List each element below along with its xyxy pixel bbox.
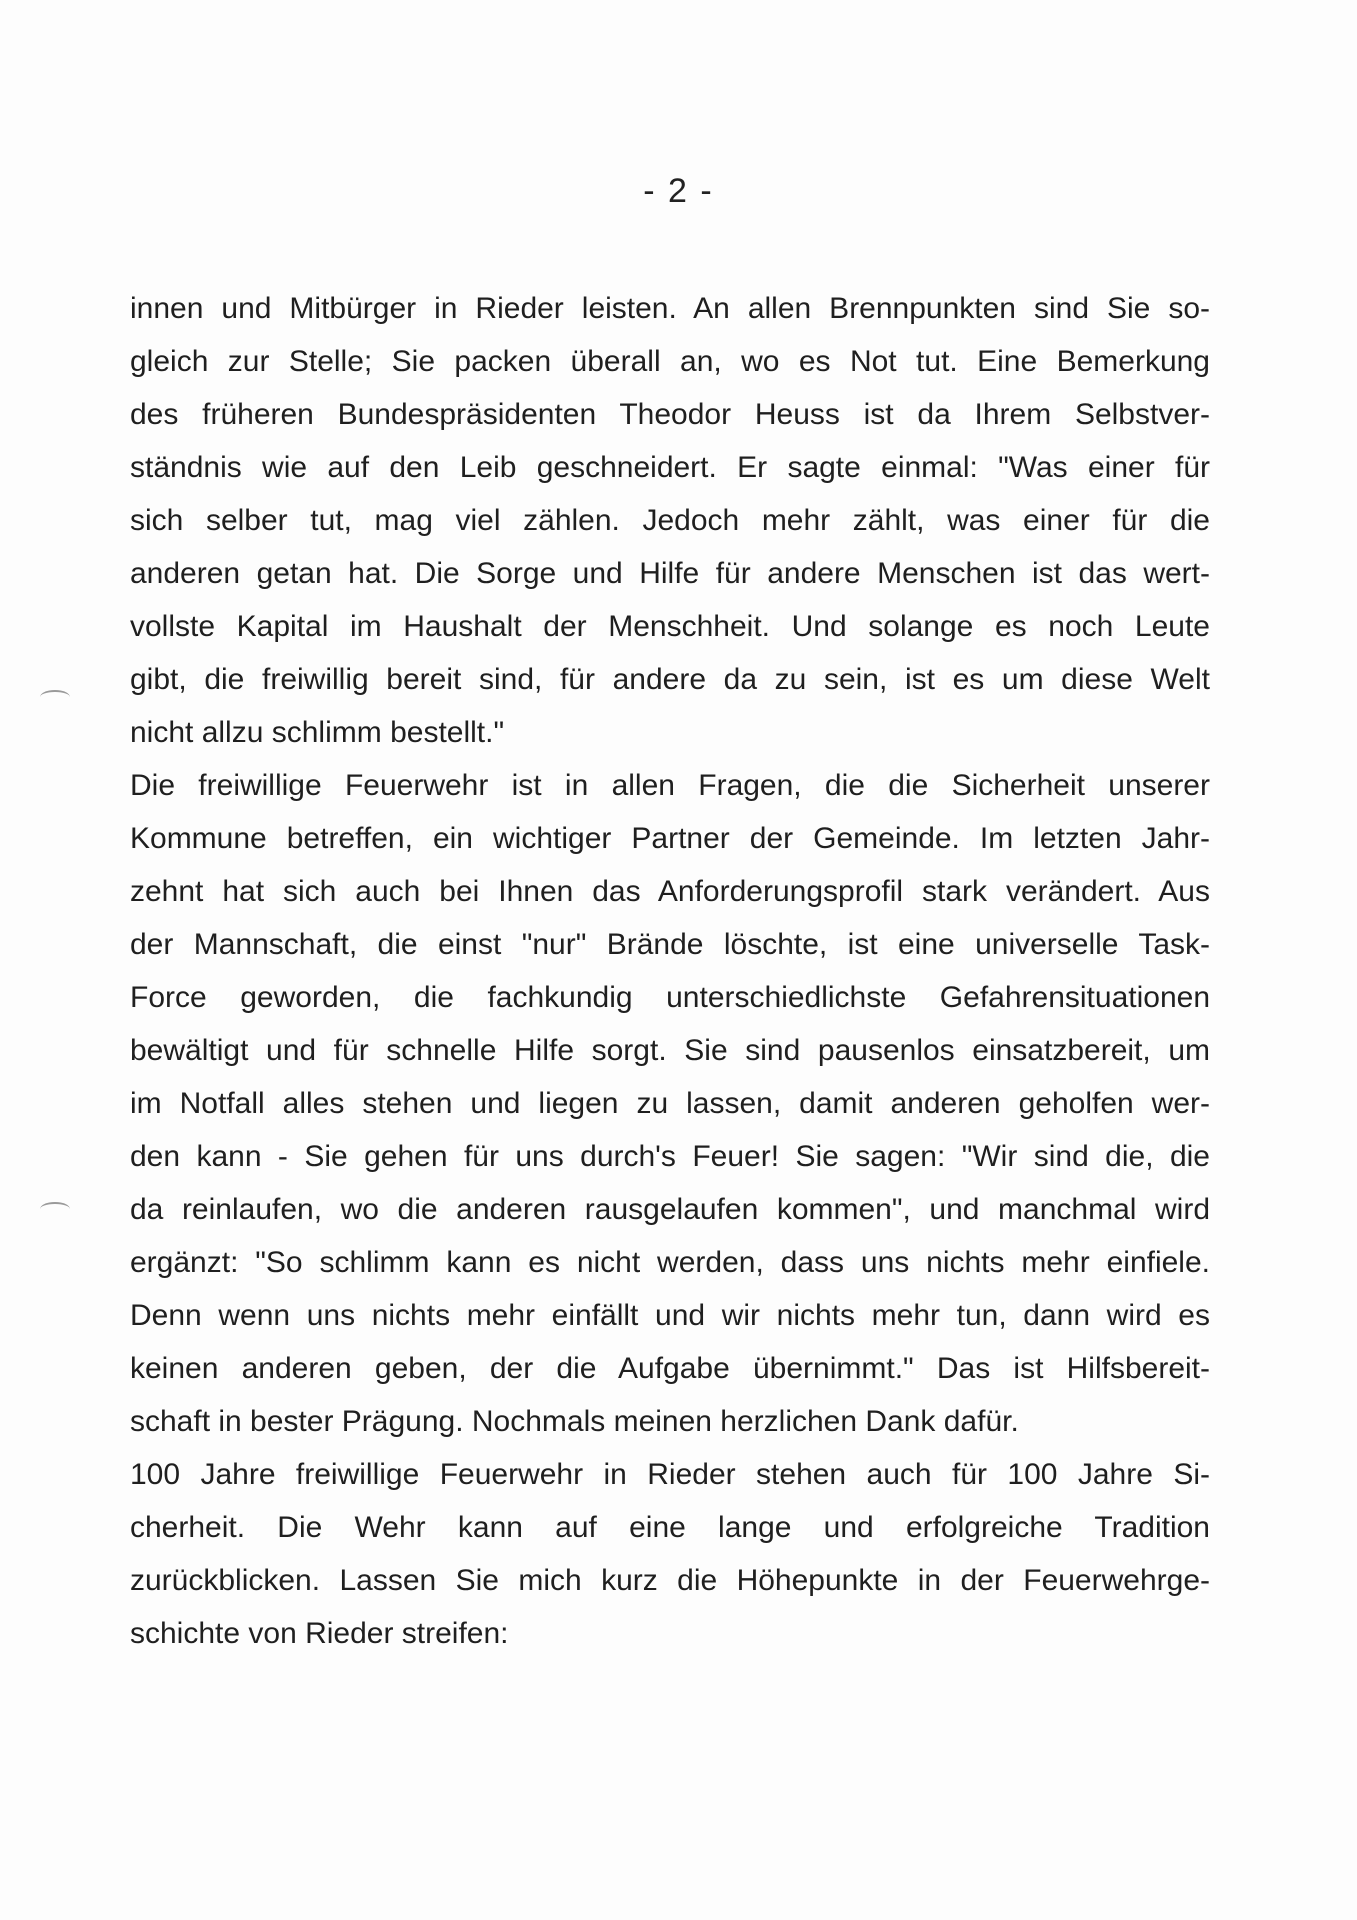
text-line: Die freiwillige Feuerwehr ist in allen Fragen, die die Sicherheit unserer	[130, 769, 1210, 802]
text-line: Denn wenn uns nichts mehr einfällt und wir nichts mehr tun, dann wird es	[130, 1299, 1210, 1332]
text-line: der Mannschaft, die einst "nur" Brände löschte, ist eine universelle Task-	[130, 928, 1210, 961]
text-line: des früheren Bundespräsidenten Theodor Heuss ist da Ihrem Selbstver-	[130, 398, 1210, 431]
punch-hole-mark	[40, 690, 70, 704]
text-line: da reinlaufen, wo die anderen rausgelaufen kommen", und manchmal wird	[130, 1193, 1210, 1226]
text-line: im Notfall alles stehen und liegen zu lassen, damit anderen geholfen wer-	[130, 1087, 1210, 1120]
text-line: gibt, die freiwillig bereit sind, für andere da zu sein, ist es um diese Welt	[130, 663, 1210, 696]
text-line: 100 Jahre freiwillige Feuerwehr in Rieder stehen auch für 100 Jahre Si-	[130, 1458, 1210, 1491]
text-line: schaft in bester Prägung. Nochmals meinen herzlichen Dank dafür.	[130, 1405, 1019, 1438]
text-line: sich selber tut, mag viel zählen. Jedoch mehr zählt, was einer für die	[130, 504, 1210, 537]
text-line: Force geworden, die fachkundig unterschiedlichste Gefahrensituationen	[130, 981, 1210, 1014]
text-line: den kann - Sie gehen für uns durch's Feuer! Sie sagen: "Wir sind die, die	[130, 1140, 1210, 1173]
text-line: ergänzt: "So schlimm kann es nicht werden, dass uns nichts mehr einfiele.	[130, 1246, 1210, 1279]
punch-hole-mark	[40, 1202, 70, 1216]
text-line: zehnt hat sich auch bei Ihnen das Anforderungsprofil stark verändert. Aus	[130, 875, 1210, 908]
text-line: schichte von Rieder streifen:	[130, 1617, 509, 1650]
text-line: gleich zur Stelle; Sie packen überall an, wo es Not tut. Eine Bemerkung	[130, 345, 1210, 378]
text-line: anderen getan hat. Die Sorge und Hilfe für andere Menschen ist das wert-	[130, 557, 1210, 590]
text-line: innen und Mitbürger in Rieder leisten. An allen Brennpunkten sind Sie so-	[130, 292, 1210, 325]
text-line: vollste Kapital im Haushalt der Menschheit. Und solange es noch Leute	[130, 610, 1210, 643]
text-line: zurückblicken. Lassen Sie mich kurz die Höhepunkte in der Feuerwehrge-	[130, 1564, 1210, 1597]
text-line: nicht allzu schlimm bestellt."	[130, 716, 505, 749]
text-line: Kommune betreffen, ein wichtiger Partner der Gemeinde. Im letzten Jahr-	[130, 822, 1210, 855]
text-line: keinen anderen geben, der die Aufgabe übernimmt." Das ist Hilfsbereit-	[130, 1352, 1210, 1385]
text-line: ständnis wie auf den Leib geschneidert. Er sagte einmal: "Was einer für	[130, 451, 1210, 484]
page-number: - 2 -	[643, 172, 714, 210]
text-line: bewältigt und für schnelle Hilfe sorgt. Sie sind pausenlos einsatzbereit, um	[130, 1034, 1210, 1067]
text-line: cherheit. Die Wehr kann auf eine lange und erfolgreiche Tradition	[130, 1511, 1210, 1544]
